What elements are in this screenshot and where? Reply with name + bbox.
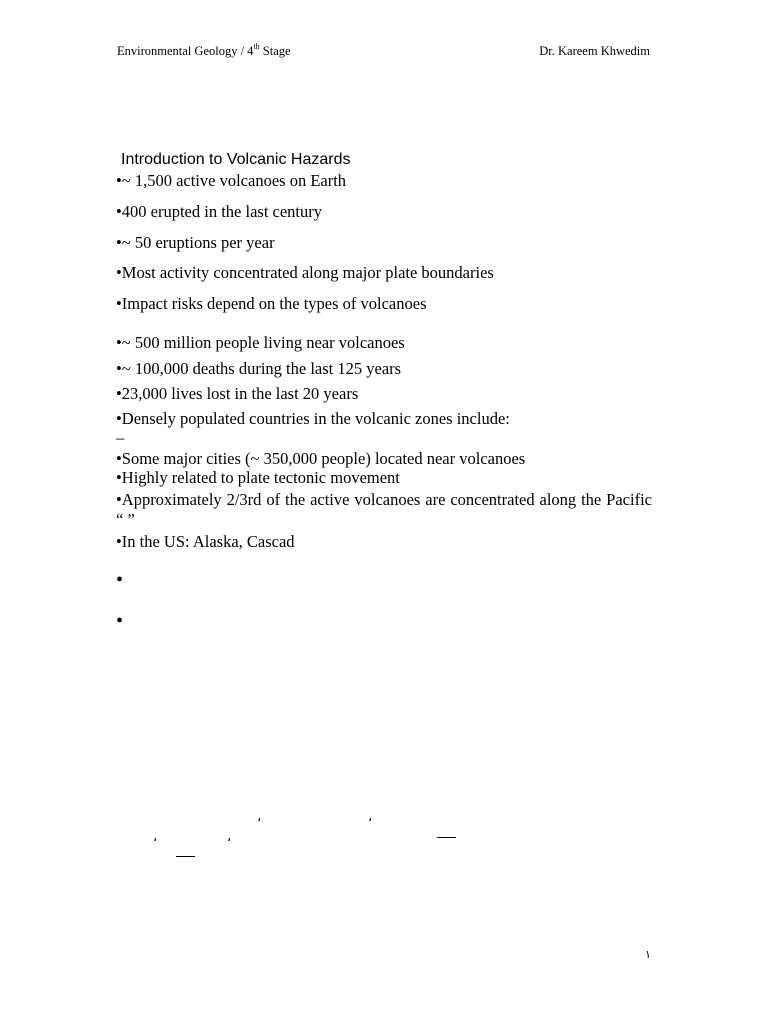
bullet-pacific: •Approximately 2/3rd of the active volcanoes are concentrated along the Pacific “ ”	[116, 490, 652, 529]
bullet-impact-risks: •Impact risks depend on the types of volcanoes	[116, 294, 427, 313]
underline-mark	[437, 837, 456, 838]
empty-bullet: •	[116, 569, 124, 591]
bullet-plate-boundaries: •Most activity concentrated along major plate boundaries	[116, 263, 494, 282]
arabic-comma: ،	[153, 829, 158, 844]
bullet-people-near-volcanoes: •~ 500 million people living near volcanoes	[116, 333, 405, 352]
arabic-comma: ،	[368, 809, 373, 824]
bullet-major-cities: •Some major cities (~ 350,000 people) located near volcanoes	[116, 449, 526, 468]
bullet-active-volcanoes: •~ 1,500 active volcanoes on Earth	[116, 171, 347, 190]
bullet-eruptions-per-year: •~ 50 eruptions per year	[116, 233, 275, 252]
bullet-lives-lost: •23,000 lives lost in the last 20 years	[116, 384, 359, 403]
arabic-comma: ،	[257, 809, 262, 824]
arabic-comma: ،	[227, 829, 232, 844]
section-title: Introduction to Volcanic Hazards	[121, 151, 351, 168]
header-author: Dr. Kareem Khwedim	[539, 44, 650, 58]
bullet-erupted-last-century: •400 erupted in the last century	[116, 202, 323, 221]
bullet-densely-populated: •Densely populated countries in the volcanic zones include:	[116, 409, 510, 428]
header-course: Environmental Geology / 4th Stage	[117, 42, 291, 58]
bullet-deaths: •~ 100,000 deaths during the last 125 years	[116, 359, 402, 378]
sub-dash: –	[116, 428, 125, 447]
underline-mark	[176, 856, 195, 857]
page-number: ١	[645, 949, 651, 961]
empty-bullet: •	[116, 610, 124, 632]
bullet-us: •In the US: Alaska, Cascad	[116, 532, 295, 551]
bullet-plate-tectonic: •Highly related to plate tectonic movement	[116, 468, 400, 487]
